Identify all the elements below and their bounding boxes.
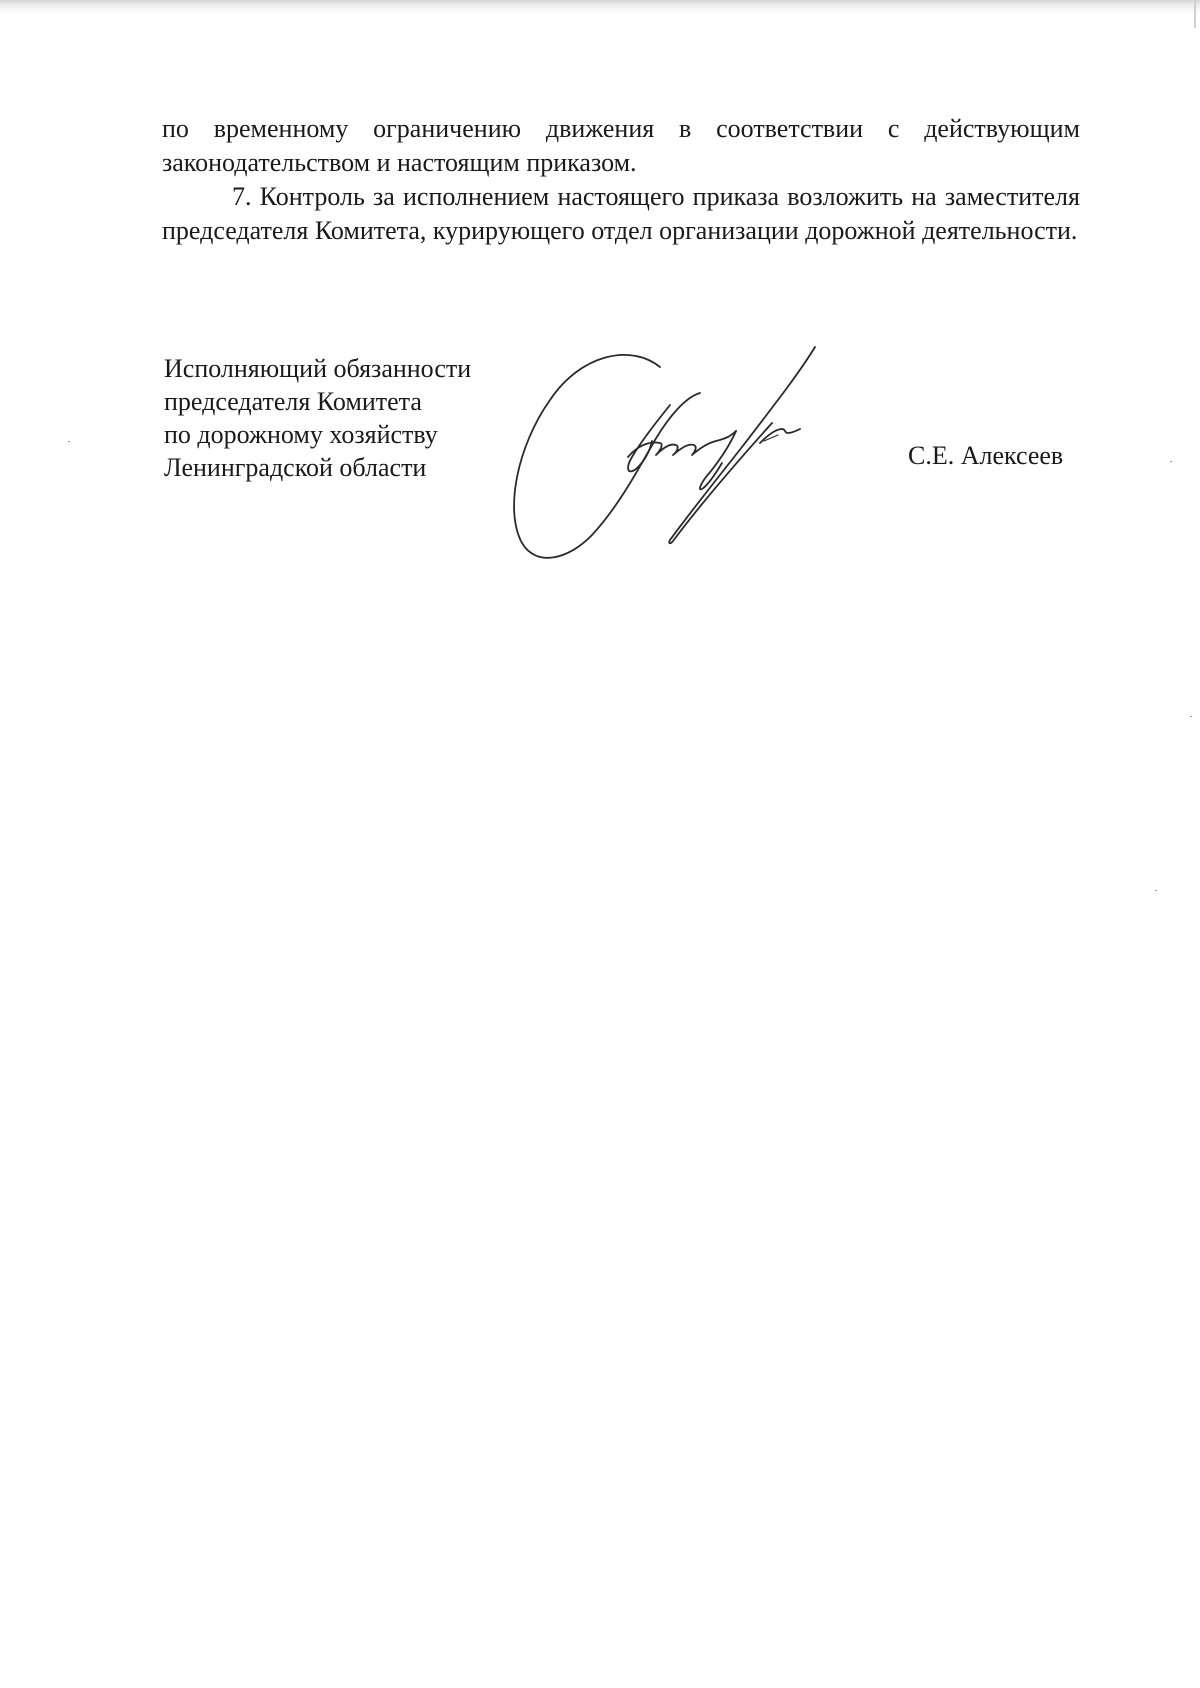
scan-top-edge [0,0,1200,14]
paragraph-7: 7. Контроль за исполнением настоящего приказа возложить на заместителя председателя Комитета, курирующего отдел организации дорожной деятельности. [162,182,1080,245]
document-body [162,112,1080,248]
signatory-position-line-3: по дорожному хозяйству [164,420,438,449]
paragraph-continuation-line-2: законодательством и настоящим приказом. [162,148,637,177]
paragraph-continuation-line-1: по временному ограничению движения в соответствии с действующим [162,114,1080,143]
scan-right-mark [1194,0,1196,28]
handwritten-signature [510,345,855,570]
scan-speck [1170,461,1172,462]
signatory-position-line-2: председателя Комитета [164,387,422,416]
signatory-position-line-1: Исполняющий обязанности [164,354,472,383]
signatory-position-line-4: Ленинградской области [164,453,427,482]
scan-speck [1190,716,1192,717]
signatory-position [164,352,471,484]
scan-speck [1155,890,1157,891]
signer-name: С.Е. Алексеев [908,441,1064,470]
paragraph-continuation [162,112,1080,180]
scan-speck [68,441,70,442]
